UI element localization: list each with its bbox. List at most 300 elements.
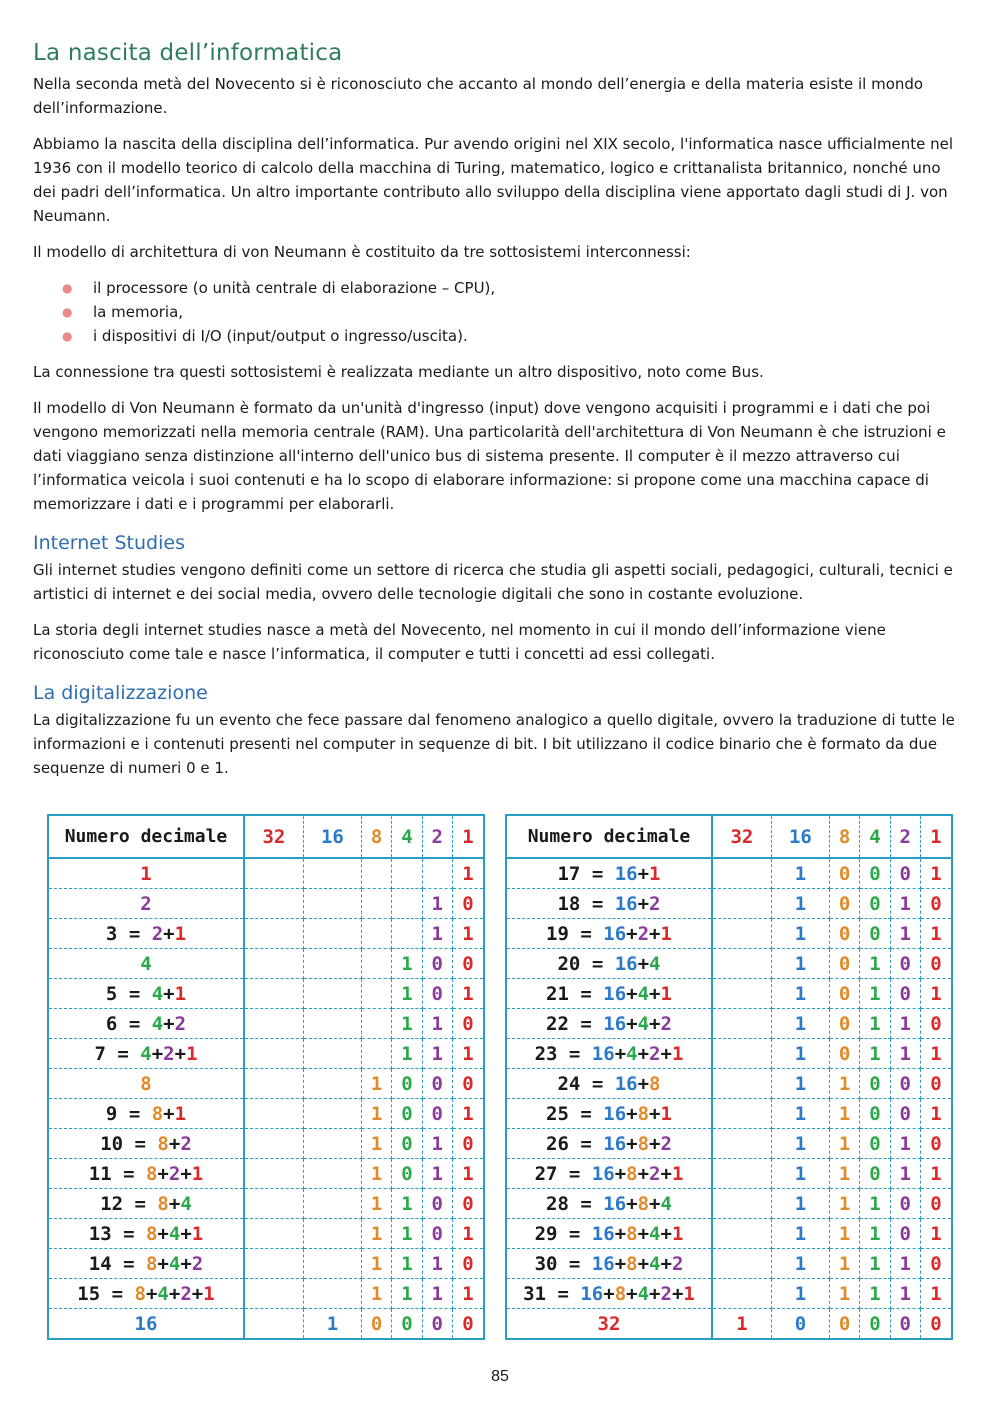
bit-cell: 1 bbox=[392, 1249, 422, 1279]
bit-cell: 1 bbox=[362, 1219, 392, 1249]
table-row bbox=[506, 1069, 952, 1099]
addend: 8 bbox=[626, 1252, 638, 1275]
table-row bbox=[506, 919, 952, 949]
bit-cell: 0 bbox=[890, 1309, 920, 1340]
equals-sign: = bbox=[117, 1102, 152, 1125]
plus-sign: + bbox=[660, 1042, 672, 1065]
bit-cell bbox=[712, 1099, 771, 1129]
decimal-cell bbox=[48, 1309, 244, 1340]
bit-cell: 1 bbox=[771, 1159, 829, 1189]
bit-cell bbox=[244, 1159, 303, 1189]
bit-cell: 0 bbox=[452, 1009, 484, 1039]
bit-cell: 0 bbox=[860, 1099, 890, 1129]
decimal-cell bbox=[48, 1189, 244, 1219]
bit-cell: 1 bbox=[362, 1279, 392, 1309]
plus-sign: + bbox=[649, 1102, 661, 1125]
bit-cell: 1 bbox=[771, 889, 829, 919]
section-title: La nascita dell’informatica bbox=[33, 40, 343, 66]
plus-sign: + bbox=[168, 1192, 181, 1215]
bit-cell: 1 bbox=[452, 1039, 484, 1069]
table-row bbox=[48, 919, 484, 949]
bit-cell bbox=[303, 919, 361, 949]
bit-cell bbox=[362, 949, 392, 979]
bit-cell: 0 bbox=[920, 889, 952, 919]
bit-cell: 1 bbox=[362, 1069, 392, 1099]
plus-sign: + bbox=[637, 1072, 650, 1095]
decimal-value: 14 bbox=[88, 1252, 112, 1275]
addend: 8 bbox=[145, 1252, 158, 1275]
bit-cell: 0 bbox=[890, 979, 920, 1009]
addend: 1 bbox=[191, 1222, 204, 1245]
bit-cell: 0 bbox=[860, 1159, 890, 1189]
bit-cell: 0 bbox=[422, 1099, 452, 1129]
bit-cell bbox=[244, 979, 303, 1009]
bit-cell bbox=[362, 1009, 392, 1039]
addend: 4 bbox=[157, 1282, 169, 1305]
addend: 4 bbox=[180, 1192, 192, 1215]
table-row bbox=[506, 1249, 952, 1279]
bit-cell: 1 bbox=[830, 1279, 860, 1309]
plus-sign: + bbox=[614, 1252, 627, 1275]
bit-cell bbox=[303, 1129, 361, 1159]
bit-cell bbox=[392, 858, 422, 889]
bit-cell: 1 bbox=[392, 1039, 422, 1069]
plus-sign: + bbox=[626, 1132, 638, 1155]
bit-cell: 0 bbox=[920, 1189, 952, 1219]
bit-cell: 0 bbox=[830, 949, 860, 979]
bit-cell: 1 bbox=[890, 1159, 920, 1189]
bit-cell: 0 bbox=[392, 1099, 422, 1129]
addend: 1 bbox=[174, 922, 187, 945]
table-row bbox=[48, 1249, 484, 1279]
addend: 8 bbox=[626, 1162, 638, 1185]
addend: 8 bbox=[626, 1222, 638, 1245]
bit-cell bbox=[712, 919, 771, 949]
header-col-16: 16 bbox=[771, 815, 829, 858]
equals-sign: = bbox=[111, 1222, 146, 1245]
bit-cell: 1 bbox=[392, 1189, 422, 1219]
bit-cell: 0 bbox=[452, 889, 484, 919]
equals-sign: = bbox=[580, 952, 615, 975]
addend: 2 bbox=[191, 1252, 204, 1275]
header-col-8: 8 bbox=[830, 815, 860, 858]
bit-cell: 0 bbox=[860, 858, 890, 889]
bullet-icon: ● bbox=[62, 305, 73, 319]
equals-sign: = bbox=[568, 982, 604, 1005]
addend: 4 bbox=[151, 982, 164, 1005]
decimal-value: 16 bbox=[134, 1312, 158, 1335]
paragraph: Il modello di Von Neumann è formato da un'unità d'ingresso (input) dove vengono acquisiti i programmi e i dati che poi vengono memorizzati nella memoria centrale (RAM). Una particolarità dell'architettura di Von Neumann è che istruzioni e dati viaggiano senza distinzione all'interno dell'unico bus di sistema presente. Il computer è il mezzo attraverso cui l’informatica veicola i suoi contenuti e ha lo scopo di elaborare informazione: si propone come una macchina capace di memorizzare i dati e i programmi per elaborarli. bbox=[33, 399, 946, 513]
bit-cell bbox=[244, 1069, 303, 1099]
bit-cell: 1 bbox=[771, 1069, 829, 1099]
bit-cell: 1 bbox=[452, 919, 484, 949]
plus-sign: + bbox=[660, 1252, 672, 1275]
bit-cell: 1 bbox=[890, 1249, 920, 1279]
bit-cell: 1 bbox=[392, 1219, 422, 1249]
plus-sign: + bbox=[163, 1012, 175, 1035]
bit-cell: 0 bbox=[920, 949, 952, 979]
equals-sign: = bbox=[123, 1132, 158, 1155]
plus-sign: + bbox=[614, 1222, 627, 1245]
bit-cell: 1 bbox=[392, 979, 422, 1009]
plus-sign: + bbox=[626, 1192, 638, 1215]
decimal-value: 15 bbox=[77, 1282, 101, 1305]
table-row bbox=[506, 1309, 952, 1340]
addend: 2 bbox=[671, 1252, 684, 1275]
bit-cell: 1 bbox=[452, 1219, 484, 1249]
bit-cell: 1 bbox=[452, 1099, 484, 1129]
addend: 1 bbox=[660, 982, 672, 1005]
table-row bbox=[48, 1099, 484, 1129]
bit-cell bbox=[303, 1039, 361, 1069]
bit-cell bbox=[392, 919, 422, 949]
decimal-cell bbox=[48, 889, 244, 919]
bit-cell bbox=[362, 1039, 392, 1069]
decimal-cell bbox=[506, 858, 712, 889]
table-row bbox=[506, 1159, 952, 1189]
bit-cell: 1 bbox=[771, 919, 829, 949]
bit-cell bbox=[244, 1309, 303, 1340]
binary-table-right bbox=[505, 814, 953, 1340]
decimal-cell bbox=[48, 1159, 244, 1189]
addend: 4 bbox=[649, 1252, 661, 1275]
equals-sign: = bbox=[117, 982, 152, 1005]
plus-sign: + bbox=[637, 1042, 650, 1065]
addend: 16 bbox=[603, 982, 627, 1005]
binary-table-left bbox=[47, 814, 485, 1340]
bit-cell: 1 bbox=[890, 1009, 920, 1039]
bit-cell: 1 bbox=[771, 949, 829, 979]
bit-cell: 1 bbox=[860, 1189, 890, 1219]
header-label: Numero decimale bbox=[506, 815, 712, 858]
decimal-cell bbox=[506, 1189, 712, 1219]
bit-cell: 1 bbox=[830, 1189, 860, 1219]
equals-sign: = bbox=[568, 1102, 604, 1125]
table-row bbox=[48, 1159, 484, 1189]
addend: 8 bbox=[157, 1192, 169, 1215]
bit-cell: 1 bbox=[771, 979, 829, 1009]
header-col-1: 1 bbox=[920, 815, 952, 858]
table-row bbox=[506, 949, 952, 979]
bit-cell bbox=[244, 949, 303, 979]
bit-cell bbox=[303, 1189, 361, 1219]
addend: 1 bbox=[191, 1162, 204, 1185]
decimal-value: 20 bbox=[557, 952, 581, 975]
bit-cell bbox=[303, 1249, 361, 1279]
bit-cell bbox=[303, 1099, 361, 1129]
decimal-cell bbox=[506, 1249, 712, 1279]
decimal-value: 32 bbox=[597, 1312, 621, 1335]
bit-cell bbox=[303, 858, 361, 889]
bit-cell bbox=[244, 1129, 303, 1159]
bit-cell bbox=[244, 919, 303, 949]
list-item: ● i dispositivi di I/O (input/output o ingresso/uscita). bbox=[93, 324, 963, 348]
table-row bbox=[506, 979, 952, 1009]
header-col-4: 4 bbox=[392, 815, 422, 858]
bit-cell bbox=[303, 949, 361, 979]
addend: 8 bbox=[637, 1102, 650, 1125]
addend: 4 bbox=[660, 1192, 672, 1215]
table-row bbox=[48, 1279, 484, 1309]
bit-cell: 0 bbox=[830, 919, 860, 949]
bit-cell: 1 bbox=[830, 1249, 860, 1279]
bit-cell: 0 bbox=[890, 858, 920, 889]
addend: 16 bbox=[591, 1252, 615, 1275]
decimal-cell bbox=[48, 1039, 244, 1069]
decimal-value: 10 bbox=[100, 1132, 124, 1155]
header-label: Numero decimale bbox=[48, 815, 244, 858]
bit-cell bbox=[712, 889, 771, 919]
bit-cell: 0 bbox=[422, 1219, 452, 1249]
bit-cell: 0 bbox=[920, 1309, 952, 1340]
decimal-cell bbox=[48, 858, 244, 889]
plus-sign: + bbox=[649, 922, 661, 945]
addend: 2 bbox=[649, 1042, 661, 1065]
addend: 1 bbox=[683, 1282, 695, 1305]
table-row bbox=[48, 858, 484, 889]
bit-cell bbox=[303, 1069, 361, 1099]
bit-cell: 1 bbox=[860, 1279, 890, 1309]
bit-cell bbox=[303, 979, 361, 1009]
decimal-value: 25 bbox=[546, 1102, 569, 1125]
bit-cell: 1 bbox=[771, 1129, 829, 1159]
bit-cell: 1 bbox=[890, 1129, 920, 1159]
bit-cell: 1 bbox=[920, 1159, 952, 1189]
bit-cell: 0 bbox=[920, 1129, 952, 1159]
addend: 4 bbox=[637, 982, 650, 1005]
bit-cell: 0 bbox=[830, 1009, 860, 1039]
bullet-icon: ● bbox=[62, 329, 73, 343]
decimal-value: 12 bbox=[100, 1192, 124, 1215]
table-row bbox=[48, 889, 484, 919]
addend: 8 bbox=[145, 1222, 158, 1245]
bit-cell: 0 bbox=[860, 919, 890, 949]
bit-cell: 1 bbox=[452, 1159, 484, 1189]
equals-sign: = bbox=[557, 1252, 592, 1275]
plus-sign: + bbox=[157, 1252, 169, 1275]
bit-cell: 1 bbox=[771, 1039, 829, 1069]
bit-cell: 0 bbox=[860, 1069, 890, 1099]
addend: 16 bbox=[603, 1012, 627, 1035]
decimal-cell bbox=[506, 1009, 712, 1039]
bit-cell: 1 bbox=[452, 979, 484, 1009]
bit-cell: 0 bbox=[830, 889, 860, 919]
bit-cell: 1 bbox=[920, 1279, 952, 1309]
plus-sign: + bbox=[649, 1192, 661, 1215]
table-row bbox=[506, 858, 952, 889]
addend: 8 bbox=[637, 1132, 650, 1155]
equals-sign: = bbox=[123, 1192, 158, 1215]
decimal-value: 26 bbox=[546, 1132, 569, 1155]
plus-sign: + bbox=[180, 1252, 192, 1275]
bit-cell: 1 bbox=[860, 1249, 890, 1279]
bit-cell bbox=[244, 1009, 303, 1039]
bit-cell bbox=[712, 1219, 771, 1249]
equals-sign: = bbox=[105, 1042, 141, 1065]
bit-cell: 0 bbox=[362, 1309, 392, 1340]
table-row bbox=[506, 1099, 952, 1129]
addend: 8 bbox=[157, 1132, 169, 1155]
decimal-value: 7 bbox=[94, 1042, 106, 1065]
bit-cell bbox=[244, 1279, 303, 1309]
addend: 4 bbox=[637, 1012, 650, 1035]
bit-cell bbox=[712, 1189, 771, 1219]
decimal-value: 29 bbox=[534, 1222, 558, 1245]
bit-cell bbox=[244, 1039, 303, 1069]
decimal-value: 28 bbox=[546, 1192, 569, 1215]
decimal-cell bbox=[506, 919, 712, 949]
table-row bbox=[506, 1009, 952, 1039]
table-row bbox=[48, 1039, 484, 1069]
plus-sign: + bbox=[649, 1282, 661, 1305]
decimal-value: 23 bbox=[534, 1042, 558, 1065]
addend: 16 bbox=[603, 922, 627, 945]
bit-cell bbox=[712, 1249, 771, 1279]
addend: 16 bbox=[614, 892, 638, 915]
plus-sign: + bbox=[180, 1222, 192, 1245]
bit-cell bbox=[244, 1189, 303, 1219]
plus-sign: + bbox=[168, 1132, 181, 1155]
equals-sign: = bbox=[580, 892, 615, 915]
addend: 16 bbox=[614, 952, 638, 975]
equals-sign: = bbox=[580, 1072, 615, 1095]
plus-sign: + bbox=[157, 1222, 169, 1245]
equals-sign: = bbox=[568, 922, 604, 945]
bit-cell: 1 bbox=[771, 1219, 829, 1249]
plus-sign: + bbox=[626, 1282, 638, 1305]
paragraph: La digitalizzazione fu un evento che fece passare dal fenomeno analogico a quello digitale, ovvero la traduzione di tutte le informazioni e i contenuti presenti nel computer in sequenze di bit. I bit utilizzano il codice binario che è formato da due sequenze di numeri 0 e 1. bbox=[33, 711, 955, 777]
plus-sign: + bbox=[637, 892, 650, 915]
bit-cell: 1 bbox=[392, 1009, 422, 1039]
list-item: ● il processore (o unità centrale di elaborazione – CPU), bbox=[93, 276, 963, 300]
bit-cell: 1 bbox=[771, 858, 829, 889]
decimal-value: 19 bbox=[546, 922, 569, 945]
table-row bbox=[48, 1189, 484, 1219]
table-row bbox=[48, 979, 484, 1009]
bit-cell: 1 bbox=[422, 1159, 452, 1189]
bit-cell: 1 bbox=[830, 1159, 860, 1189]
decimal-cell bbox=[48, 1099, 244, 1129]
plus-sign: + bbox=[614, 1042, 627, 1065]
binary-tables bbox=[47, 814, 953, 1360]
table-row bbox=[506, 1279, 952, 1309]
bit-cell: 1 bbox=[830, 1069, 860, 1099]
decimal-value: 22 bbox=[546, 1012, 569, 1035]
decimal-value: 17 bbox=[557, 862, 581, 885]
decimal-value: 27 bbox=[534, 1162, 558, 1185]
equals-sign: = bbox=[546, 1282, 581, 1305]
decimal-value: 8 bbox=[140, 1072, 152, 1095]
table-row bbox=[48, 1219, 484, 1249]
equals-sign: = bbox=[568, 1132, 604, 1155]
addend: 16 bbox=[603, 1192, 627, 1215]
bit-cell: 1 bbox=[303, 1309, 361, 1340]
plus-sign: + bbox=[174, 1042, 187, 1065]
plus-sign: + bbox=[163, 1102, 175, 1125]
bit-cell: 0 bbox=[452, 1069, 484, 1099]
addend: 1 bbox=[174, 982, 187, 1005]
addend: 4 bbox=[637, 1282, 650, 1305]
bit-cell: 1 bbox=[771, 1009, 829, 1039]
decimal-value: 9 bbox=[105, 1102, 118, 1125]
header-col-32: 32 bbox=[712, 815, 771, 858]
addend: 2 bbox=[660, 1282, 672, 1305]
addend: 2 bbox=[660, 1132, 672, 1155]
addend: 4 bbox=[168, 1252, 181, 1275]
plus-sign: + bbox=[626, 1102, 638, 1125]
equals-sign: = bbox=[580, 862, 615, 885]
decimal-cell bbox=[506, 949, 712, 979]
addend: 2 bbox=[649, 892, 661, 915]
addend: 8 bbox=[637, 1192, 650, 1215]
decimal-cell bbox=[506, 1309, 712, 1340]
bit-cell: 1 bbox=[362, 1189, 392, 1219]
plus-sign: + bbox=[626, 922, 638, 945]
bit-cell bbox=[712, 1039, 771, 1069]
plus-sign: + bbox=[637, 1162, 650, 1185]
bit-cell: 1 bbox=[830, 1129, 860, 1159]
plus-sign: + bbox=[151, 1042, 164, 1065]
plus-sign: + bbox=[637, 1252, 650, 1275]
decimal-cell bbox=[506, 979, 712, 1009]
addend: 16 bbox=[580, 1282, 604, 1305]
bit-cell bbox=[712, 1279, 771, 1309]
addend: 16 bbox=[603, 1132, 627, 1155]
bit-cell: 0 bbox=[422, 1309, 452, 1340]
bit-cell: 0 bbox=[452, 1189, 484, 1219]
addend: 8 bbox=[151, 1102, 164, 1125]
plus-sign: + bbox=[180, 1162, 192, 1185]
decimal-cell bbox=[48, 1069, 244, 1099]
equals-sign: = bbox=[557, 1222, 592, 1245]
bit-cell bbox=[362, 889, 392, 919]
page-number: 85 bbox=[491, 1368, 509, 1385]
bit-cell: 0 bbox=[392, 1159, 422, 1189]
plus-sign: + bbox=[637, 1222, 650, 1245]
bit-cell: 1 bbox=[830, 1099, 860, 1129]
addend: 1 bbox=[174, 1102, 187, 1125]
plus-sign: + bbox=[145, 1282, 158, 1305]
bit-cell: 1 bbox=[452, 1279, 484, 1309]
addend: 8 bbox=[649, 1072, 661, 1095]
bit-cell bbox=[244, 858, 303, 889]
bit-cell bbox=[712, 1129, 771, 1159]
equals-sign: = bbox=[568, 1192, 604, 1215]
bit-cell bbox=[712, 1009, 771, 1039]
bit-cell: 1 bbox=[771, 1189, 829, 1219]
addend: 1 bbox=[186, 1042, 198, 1065]
bit-cell: 1 bbox=[422, 1129, 452, 1159]
bit-cell: 0 bbox=[860, 1309, 890, 1340]
equals-sign: = bbox=[100, 1282, 135, 1305]
decimal-value: 31 bbox=[523, 1282, 547, 1305]
paragraph: La storia degli internet studies nasce a metà del Novecento, nel momento in cui il mondo dell’informazione viene riconosciuto come tale e nasce l’informatica, il computer e tutti i concetti ad essi collegati. bbox=[33, 621, 886, 663]
table-row bbox=[48, 1009, 484, 1039]
decimal-value: 2 bbox=[140, 892, 152, 915]
equals-sign: = bbox=[557, 1042, 592, 1065]
decimal-value: 18 bbox=[557, 892, 581, 915]
table-header-row bbox=[506, 815, 952, 858]
addend: 16 bbox=[591, 1042, 615, 1065]
bit-cell: 1 bbox=[860, 979, 890, 1009]
addend: 16 bbox=[591, 1162, 615, 1185]
bit-cell: 0 bbox=[392, 1129, 422, 1159]
paragraph: Abbiamo la nascita della disciplina dell’informatica. Pur avendo origini nel XIX secolo, l'informatica nasce ufficialmente nel 1936 con il modello teorico di calcolo della macchina di Turing, matematico, logico e crittanalista britannico, nonché uno dei padri dell’informatica. Un altro importante contributo allo sviluppo della disciplina viene apportato dagli studi di J. von Neumann. bbox=[33, 135, 954, 225]
bit-cell: 0 bbox=[890, 1219, 920, 1249]
bit-cell: 1 bbox=[771, 1279, 829, 1309]
bit-cell: 0 bbox=[920, 1009, 952, 1039]
bit-cell: 1 bbox=[890, 919, 920, 949]
